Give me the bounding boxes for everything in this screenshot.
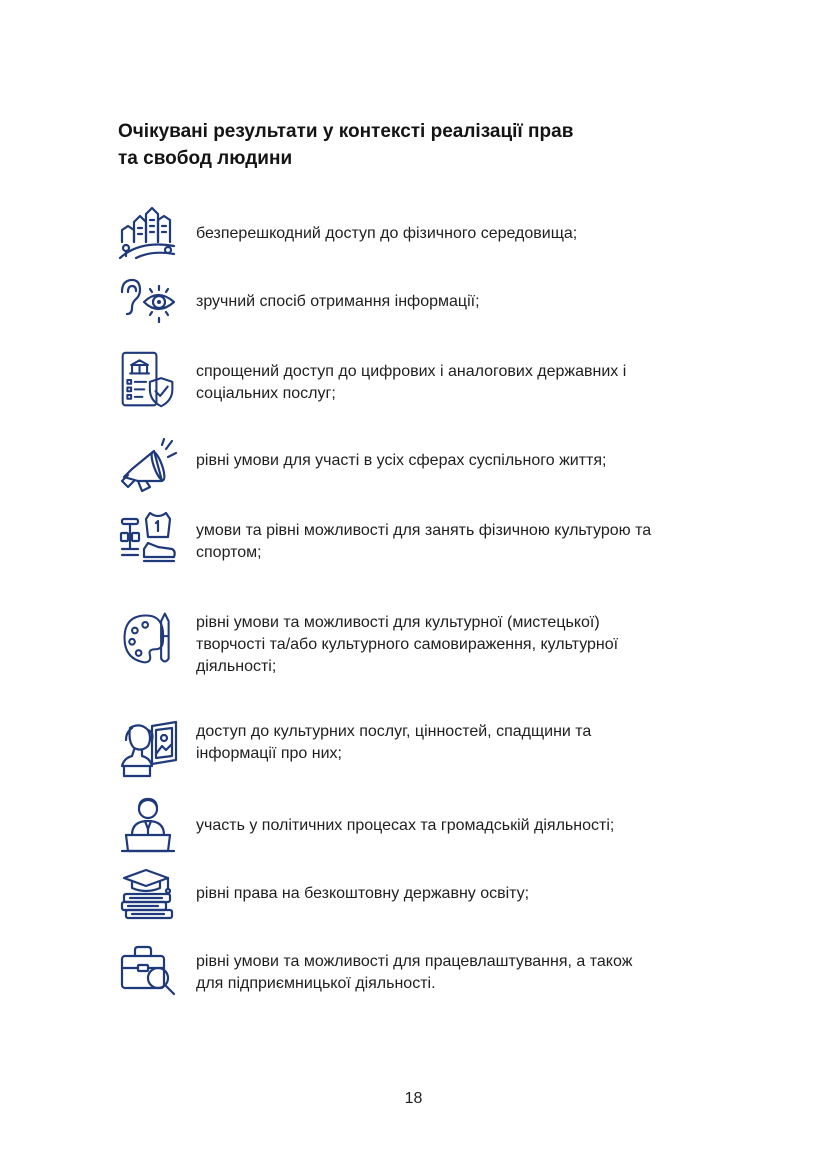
sports-dumbbell-jersey-shoe-icon [118,509,178,569]
city-buildings-icon [118,202,178,262]
item-text-line: інформації про них; [196,745,342,762]
item-text-line: діяльності; [196,658,277,675]
item-text-line: рівні умови та можливості для працевлаштування, а також [196,953,633,970]
page-title [118,118,678,172]
item-text-line: доступ до культурних послуг, цінностей, спадщини та [196,723,592,740]
briefcase-magnifier-icon [118,940,178,1000]
museum-bust-painting-icon [118,720,178,780]
item-text-line: творчості та/або культурного самовираження, культурної [196,636,619,653]
title-line-1: Очікувані результати у контексті реалізації прав [118,121,574,142]
item-text-line: зручний спосіб отримання інформації; [196,293,480,310]
item-text-line: участь у політичних процесах та громадській діяльності; [196,817,615,834]
item-text-line: спрощений доступ до цифрових і аналогових державних і [196,363,627,380]
item-text-line: рівні умови для участі в усіх сферах суспільного життя; [196,452,607,469]
graduation-cap-books-icon [118,866,178,926]
item-text-line: спортом; [196,544,262,561]
item-text-line: рівні права на безкоштовну державну освіту; [196,885,530,902]
art-palette-brush-icon [118,608,178,668]
speaker-podium-icon [118,795,178,855]
government-document-checklist-icon [118,350,178,410]
item-text-line: умови та рівні можливості для занять фізичною культурою та [196,522,652,539]
item-text-line: безперешкодний доступ до фізичного середовища; [196,225,578,242]
megaphone-icon [118,437,178,497]
ear-eye-icon [118,274,178,334]
title-line-2: та свобод людини [118,148,293,169]
item-text-line: рівні умови та можливості для культурної (мистецької) [196,614,600,631]
item-text-line: соціальних послуг; [196,385,336,402]
item-text-line: для підприємницької діяльності. [196,975,436,992]
page-number: 18 [404,1090,423,1107]
